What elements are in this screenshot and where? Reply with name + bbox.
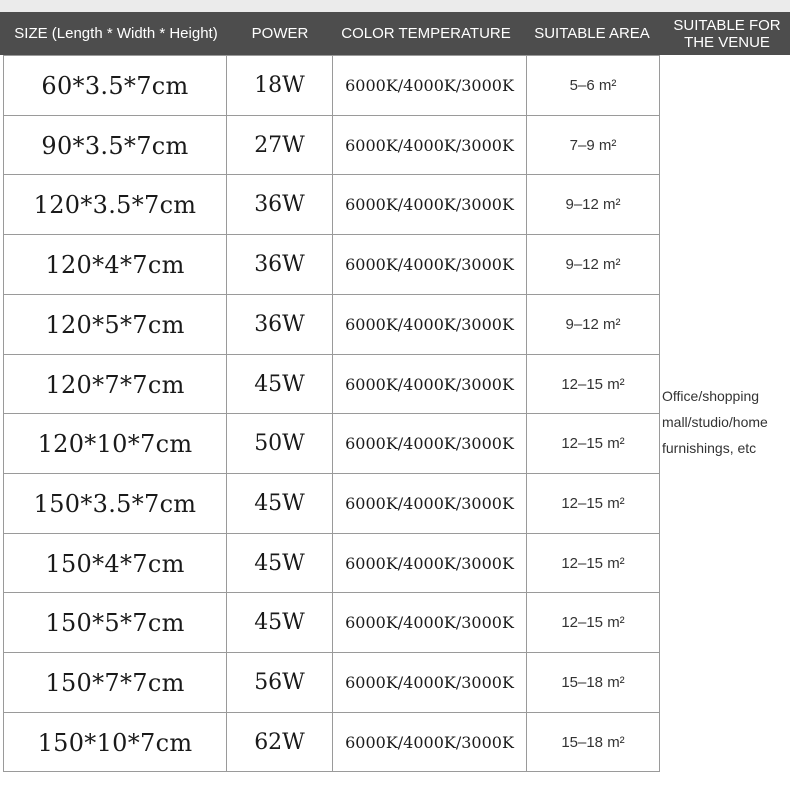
cell-power: 36W: [254, 312, 305, 337]
table-row: [0, 295, 660, 354]
cell-temp: 6000K/4000K/3000K: [345, 613, 514, 632]
cell-power: 56W: [254, 670, 305, 695]
cell-temp: 6000K/4000K/3000K: [345, 195, 514, 214]
cell-area: 9–12 m²: [565, 316, 621, 333]
cell-size: 60*3.5*7cm: [41, 71, 189, 100]
cell-temp: 6000K/4000K/3000K: [345, 554, 514, 573]
cell-size: 150*10*7cm: [37, 728, 193, 757]
cell-size: 150*3.5*7cm: [33, 489, 197, 518]
cell-size: 120*10*7cm: [37, 429, 193, 458]
table-row: [0, 593, 660, 652]
cell-power: 62W: [254, 730, 305, 755]
table-row: [0, 56, 660, 115]
cell-area: 12–15 m²: [561, 555, 625, 572]
cell-power: 45W: [254, 372, 305, 397]
cell-temp: 6000K/4000K/3000K: [345, 733, 514, 752]
cell-size: 120*4*7cm: [45, 250, 185, 279]
cell-size: 150*7*7cm: [45, 668, 185, 697]
cell-temp: 6000K/4000K/3000K: [345, 375, 514, 394]
cell-power: 18W: [254, 73, 305, 98]
header-color-temperature: COLOR TEMPERATURE: [341, 25, 511, 42]
cell-power: 45W: [254, 610, 305, 635]
cell-temp: 6000K/4000K/3000K: [345, 255, 514, 274]
header-venue: SUITABLE FOR THE VENUE: [673, 16, 781, 51]
cell-temp: 6000K/4000K/3000K: [345, 315, 514, 334]
cell-size: 90*3.5*7cm: [41, 131, 189, 160]
cell-size: 120*7*7cm: [45, 370, 185, 399]
cell-size: 150*5*7cm: [45, 608, 185, 637]
cell-area: 9–12 m²: [565, 256, 621, 273]
table-row: [0, 713, 660, 772]
cell-power: 45W: [254, 491, 305, 516]
cell-temp: 6000K/4000K/3000K: [345, 76, 514, 95]
table-row: [0, 116, 660, 175]
cell-power: 50W: [254, 431, 305, 456]
spec-table: [0, 55, 790, 798]
cell-power: 36W: [254, 192, 305, 217]
cell-power: 36W: [254, 252, 305, 277]
header-size: SIZE (Length * Width * Height): [14, 25, 218, 42]
cell-area: 12–15 m²: [561, 435, 625, 452]
cell-area: 12–15 m²: [561, 376, 625, 393]
cell-area: 5–6 m²: [569, 77, 617, 94]
cell-size: 150*4*7cm: [45, 549, 185, 578]
table-row: [0, 235, 660, 294]
table-row: [0, 653, 660, 712]
table-header: [0, 12, 790, 55]
table-row: [0, 355, 660, 414]
cell-temp: 6000K/4000K/3000K: [345, 136, 514, 155]
venue-text: Office/shopping mall/studio/home furnishings, etc: [662, 388, 768, 456]
cell-size: 120*5*7cm: [45, 310, 185, 339]
cell-area: 12–15 m²: [561, 614, 625, 631]
top-band: [0, 0, 790, 12]
cell-power: 27W: [254, 133, 305, 158]
cell-temp: 6000K/4000K/3000K: [345, 673, 514, 692]
header-power: POWER: [251, 25, 309, 42]
cell-temp: 6000K/4000K/3000K: [345, 494, 514, 513]
cell-area: 7–9 m²: [569, 137, 617, 154]
cell-area: 15–18 m²: [561, 674, 625, 691]
table-row: [0, 414, 660, 473]
cell-area: 12–15 m²: [561, 495, 625, 512]
table-row: [0, 474, 660, 533]
cell-temp: 6000K/4000K/3000K: [345, 434, 514, 453]
header-suitable-area: SUITABLE AREA: [534, 25, 650, 42]
table-row: [0, 534, 660, 593]
cell-area: 15–18 m²: [561, 734, 625, 751]
cell-power: 45W: [254, 551, 305, 576]
table-row: [0, 175, 660, 234]
cell-size: 120*3.5*7cm: [33, 190, 197, 219]
cell-area: 9–12 m²: [565, 196, 621, 213]
